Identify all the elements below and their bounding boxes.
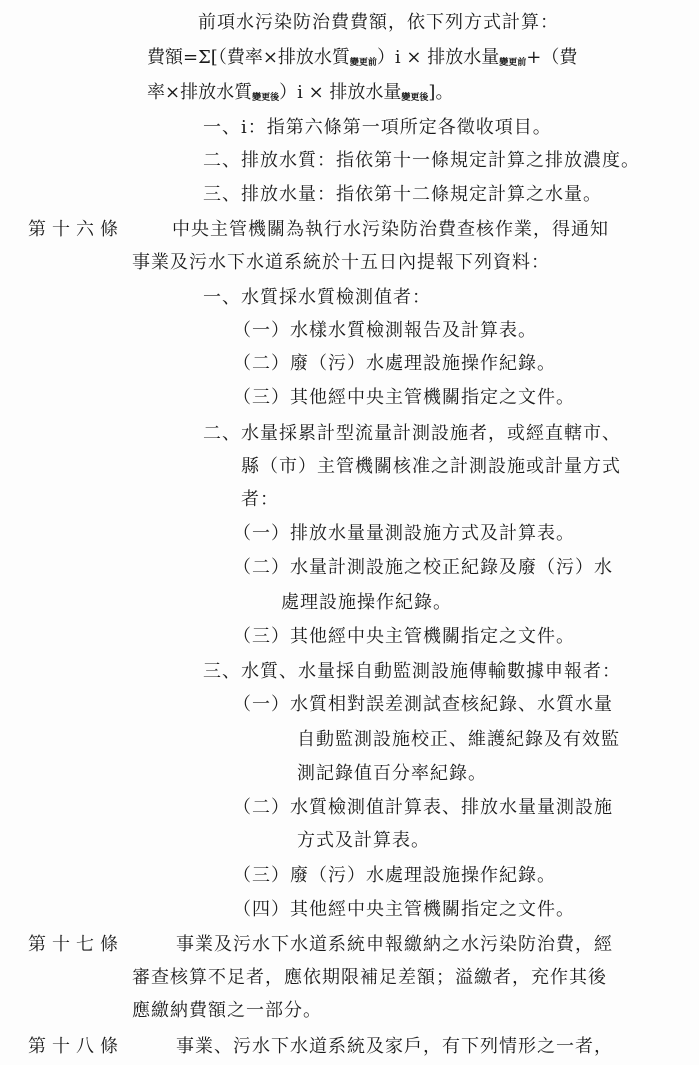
definition-item: 一、i：指第六條第一項所定各徵收項目。 bbox=[203, 117, 552, 138]
list-item: 一、水質採水質檢測值者： bbox=[203, 287, 431, 308]
list-subitem-continuation: 處理設施操作紀錄。 bbox=[281, 592, 452, 613]
article-16-text: 中央主管機關為執行水污染防治費查核作業，得通知 bbox=[172, 219, 609, 240]
list-subitem: （三）其他經中央主管機關指定之文件。 bbox=[233, 387, 575, 408]
article-18-text: 事業、污水下水道系統及家戶，有下列情形之一者， bbox=[176, 1036, 613, 1057]
article-16-label: 第十六條 bbox=[28, 219, 124, 240]
fee-formula-line1: 費額=Σ[（費率×排放水質$_{變更前}$）i × 排放水量$_{變更前}$+（費 bbox=[147, 47, 578, 68]
article-16-text: 事業及污水下水道系統於十五日內提報下列資料： bbox=[132, 252, 550, 273]
list-item-continuation: 縣（市）主管機關核准之計測設施或計量方式 bbox=[241, 456, 621, 477]
list-item-continuation: 者： bbox=[241, 489, 279, 510]
list-subitem: （一）水質相對誤差測試查核紀錄、水質水量 bbox=[233, 694, 613, 715]
article-17-text: 審查核算不足者，應依期限補足差額；溢繳者，充作其後 bbox=[132, 967, 607, 988]
list-subitem: （四）其他經中央主管機關指定之文件。 bbox=[233, 899, 575, 920]
list-subitem-continuation: 自動監測設施校正、維護紀錄及有效監 bbox=[297, 729, 620, 750]
list-subitem: （三）其他經中央主管機關指定之文件。 bbox=[233, 626, 575, 647]
list-subitem-continuation: 測記錄值百分率紀錄。 bbox=[297, 763, 487, 784]
list-item: 二、水量採累計型流量計測設施者，或經直轄市、 bbox=[203, 423, 621, 444]
list-subitem: （二）廢（污）水處理設施操作紀錄。 bbox=[233, 353, 556, 374]
list-subitem: （二）水質檢測值計算表、排放水量量測設施 bbox=[233, 797, 613, 818]
list-subitem: （一）水樣水質檢測報告及計算表。 bbox=[233, 320, 537, 341]
fee-formula-line2: 率×排放水質$_{變更後}$）i × 排放水量$_{變更後}$]。 bbox=[147, 82, 454, 103]
list-item: 三、水質、水量採自動監測設施傳輸數據申報者： bbox=[203, 661, 621, 682]
list-subitem: （三）廢（污）水處理設施操作紀錄。 bbox=[233, 865, 556, 886]
article-17-text: 事業及污水下水道系統申報繳納之水污染防治費，經 bbox=[176, 934, 613, 955]
intro-line: 前項水污染防治費費額，依下列方式計算： bbox=[198, 12, 559, 33]
list-subitem: （二）水量計測設施之校正紀錄及廢（污）水 bbox=[233, 557, 613, 578]
definition-item: 三、排放水量：指依第十二條規定計算之水量。 bbox=[203, 184, 602, 205]
definition-item: 二、排放水質：指依第十一條規定計算之排放濃度。 bbox=[203, 150, 640, 171]
article-18-label: 第十八條 bbox=[28, 1036, 124, 1057]
list-subitem: （一）排放水量量測設施方式及計算表。 bbox=[233, 523, 575, 544]
article-17-text: 應繳納費額之一部分。 bbox=[132, 1000, 322, 1021]
article-17-label: 第十七條 bbox=[28, 934, 124, 955]
list-subitem-continuation: 方式及計算表。 bbox=[297, 830, 430, 851]
